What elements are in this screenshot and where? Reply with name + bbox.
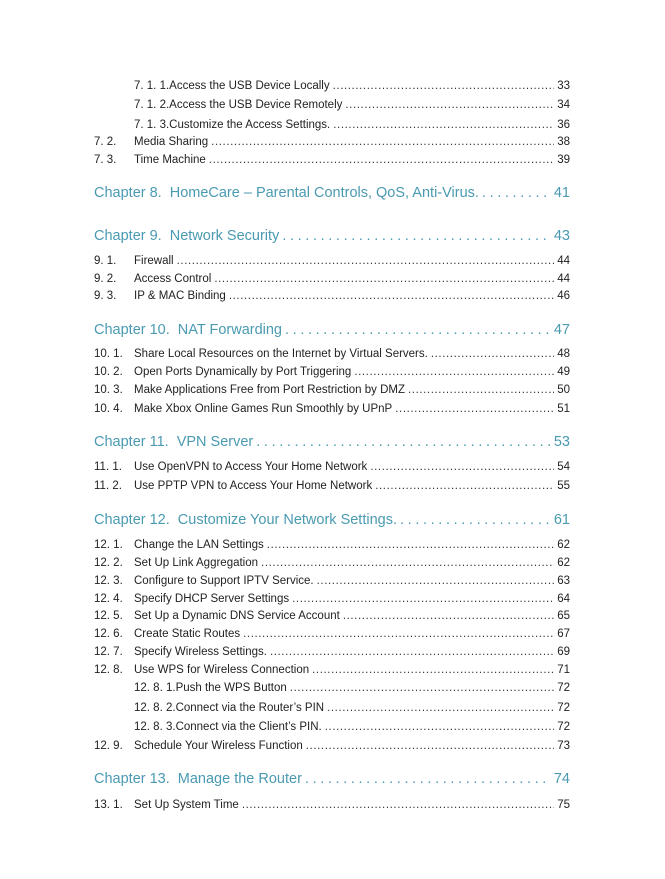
toc-entry-page-number: 63	[557, 575, 570, 587]
toc-subsection-entry[interactable]	[134, 702, 570, 720]
toc-entry-title: Access the USB Device Locally	[169, 80, 330, 92]
toc-section-entry[interactable]	[94, 366, 570, 384]
toc-entry-title: Push the WPS Button	[175, 682, 287, 694]
dot-leader	[482, 185, 551, 201]
toc-section-entry[interactable]	[94, 740, 570, 758]
toc-entry-title: Access Control	[134, 273, 212, 285]
toc-entry-title: Share Local Resources on the Internet by Virtual Servers.	[134, 348, 428, 360]
toc-entry-title: HomeCare – Parental Controls, QoS, Anti-Virus.	[169, 185, 479, 201]
toc-entry-number: Chapter 9.	[94, 228, 162, 244]
dot-leader	[333, 80, 555, 92]
toc-entry-page-number: 62	[557, 539, 570, 551]
toc-entry-page-number: 75	[557, 799, 570, 811]
toc-entry-page-number: 65	[557, 610, 570, 622]
toc-entry-page-number: 72	[557, 682, 570, 694]
toc-entry-number: 12. 1.	[94, 539, 123, 551]
dot-leader	[395, 403, 554, 415]
toc-section-entry[interactable]	[94, 480, 570, 498]
toc-section-entry[interactable]	[94, 799, 570, 817]
toc-entry-number: 12. 2.	[94, 557, 123, 569]
toc-entry-page-number: 49	[557, 366, 570, 378]
toc-entry-title: Open Ports Dynamically by Port Triggering	[134, 366, 352, 378]
toc-entry-number: Chapter 8.	[94, 185, 162, 201]
toc-section-entry[interactable]	[94, 664, 570, 682]
dot-leader	[327, 702, 554, 714]
toc-entry-page-number: 73	[557, 740, 570, 752]
toc-entry-number: 7. 2.	[94, 136, 117, 148]
toc-subsection-entry[interactable]	[134, 119, 570, 137]
dot-leader	[211, 136, 554, 148]
toc-entry-number: 7. 3.	[94, 154, 117, 166]
toc-section-entry[interactable]	[94, 557, 570, 575]
toc-entry-page-number: 36	[557, 119, 570, 131]
toc-entry-number: 10. 3.	[94, 384, 123, 396]
dot-leader	[282, 228, 551, 244]
toc-entry-title: Set Up a Dynamic DNS Service Account	[134, 610, 340, 622]
toc-section-entry[interactable]	[94, 575, 570, 593]
toc-entry-page-number: 41	[553, 185, 570, 201]
dot-leader	[305, 771, 551, 787]
toc-entry-page-number: 34	[557, 99, 570, 111]
toc-entry-title: Specify Wireless Settings.	[134, 646, 267, 658]
toc-entry-number: 12. 7.	[94, 646, 123, 658]
toc-chapter-entry[interactable]	[94, 322, 570, 344]
toc-entry-number: Chapter 10.	[94, 322, 170, 338]
toc-entry-page-number: 51	[557, 403, 570, 415]
toc-entry-number: 12. 8. 3.	[134, 721, 176, 733]
dot-leader	[354, 366, 554, 378]
toc-entry-page-number: 74	[553, 771, 570, 787]
toc-entry-number: 9. 3.	[94, 290, 117, 302]
toc-section-entry[interactable]	[94, 539, 570, 557]
toc-subsection-entry[interactable]	[134, 80, 570, 98]
toc-entry-number: 13. 1.	[94, 799, 123, 811]
dot-leader	[177, 255, 555, 267]
dot-leader	[375, 480, 554, 492]
toc-entry-title: Use PPTP VPN to Access Your Home Network	[134, 480, 373, 492]
dot-leader	[325, 721, 554, 733]
toc-entry-page-number: 48	[557, 348, 570, 360]
toc-entry-page-number: 39	[557, 154, 570, 166]
toc-entry-number: 9. 1.	[94, 255, 117, 267]
toc-entry-title: Specify DHCP Server Settings	[134, 593, 290, 605]
toc-entry-page-number: 67	[557, 628, 570, 640]
toc-entry-number: 12. 3.	[94, 575, 123, 587]
toc-entry-page-number: 33	[557, 80, 570, 92]
toc-entry-number: 12. 5.	[94, 610, 123, 622]
toc-section-entry[interactable]	[94, 610, 570, 628]
dot-leader	[214, 273, 554, 285]
toc-entry-number: 10. 4.	[94, 403, 123, 415]
toc-section-entry[interactable]	[94, 136, 570, 154]
toc-entry-page-number: 44	[557, 273, 570, 285]
dot-leader	[312, 664, 554, 676]
toc-entry-number: 12. 8. 1.	[134, 682, 176, 694]
toc-entry-page-number: 64	[557, 593, 570, 605]
toc-section-entry[interactable]	[94, 593, 570, 611]
toc-section-entry[interactable]	[94, 403, 570, 421]
toc-section-entry[interactable]	[94, 290, 570, 308]
toc-entry-page-number: 69	[557, 646, 570, 658]
toc-chapter-entry[interactable]	[94, 185, 570, 207]
toc-entry-title: Configure to Support IPTV Service.	[134, 575, 314, 587]
toc-entry-number: 10. 2.	[94, 366, 123, 378]
toc-entry-title: Customize the Access Settings.	[169, 119, 331, 131]
toc-entry-number: 11. 1.	[94, 461, 122, 473]
toc-subsection-entry[interactable]	[134, 99, 570, 117]
toc-entry-page-number: 55	[557, 480, 570, 492]
dot-leader	[431, 348, 554, 360]
toc-entry-number: 10. 1.	[94, 348, 123, 360]
dot-leader	[261, 557, 554, 569]
dot-leader	[242, 799, 554, 811]
dot-leader	[256, 434, 551, 450]
toc-entry-page-number: 50	[557, 384, 570, 396]
toc-section-entry[interactable]	[94, 154, 570, 172]
toc-entry-title: Time Machine	[134, 154, 206, 166]
toc-chapter-entry[interactable]	[94, 771, 570, 793]
toc-entry-number: 12. 9.	[94, 740, 123, 752]
toc-entry-title: Set Up Link Aggregation	[134, 557, 259, 569]
toc-entry-title: Connect via the Router’s PIN	[175, 702, 325, 714]
toc-entry-number: Chapter 12.	[94, 512, 170, 528]
dot-leader	[267, 539, 554, 551]
toc-entry-title: VPN Server	[176, 434, 254, 450]
toc-entry-page-number: 54	[557, 461, 570, 473]
toc-entry-page-number: 38	[557, 136, 570, 148]
toc-entry-title: Change the LAN Settings	[134, 539, 264, 551]
toc-chapter-entry[interactable]	[94, 228, 570, 250]
toc-entry-page-number: 53	[553, 434, 570, 450]
dot-leader	[306, 740, 554, 752]
toc-entry-title: Make Applications Free from Port Restriction by DMZ	[134, 384, 405, 396]
toc-entry-title: Network Security	[169, 228, 280, 244]
toc-entry-page-number: 62	[557, 557, 570, 569]
toc-entry-page-number: 72	[557, 702, 570, 714]
toc-entry-title: Make Xbox Online Games Run Smoothly by UPnP	[134, 403, 393, 415]
dot-leader	[209, 154, 554, 166]
dot-leader	[343, 610, 554, 622]
dot-leader	[229, 290, 554, 302]
toc-entry-number: Chapter 13.	[94, 771, 170, 787]
toc-entry-title: NAT Forwarding	[177, 322, 282, 338]
toc-entry-number: 12. 6.	[94, 628, 123, 640]
toc-subsection-entry[interactable]	[134, 682, 570, 700]
dot-leader	[285, 322, 551, 338]
toc-section-entry[interactable]	[94, 348, 570, 366]
dot-leader	[400, 512, 551, 528]
toc-entry-page-number: 71	[557, 664, 570, 676]
toc-entry-title: Schedule Your Wireless Function	[134, 740, 303, 752]
dot-leader	[317, 575, 555, 587]
toc-entry-page-number: 72	[557, 721, 570, 733]
toc-entry-number: Chapter 11.	[94, 434, 169, 450]
dot-leader	[290, 682, 554, 694]
toc-section-entry[interactable]	[94, 255, 570, 273]
dot-leader	[408, 384, 554, 396]
toc-entry-title: Use OpenVPN to Access Your Home Network	[134, 461, 368, 473]
toc-entry-number: 12. 8.	[94, 664, 123, 676]
dot-leader	[243, 628, 554, 640]
toc-section-entry[interactable]	[94, 646, 570, 664]
toc-entry-title: Media Sharing	[134, 136, 209, 148]
toc-entry-number: 12. 8. 2.	[134, 702, 176, 714]
toc-section-entry[interactable]	[94, 273, 570, 291]
toc-entry-title: Use WPS for Wireless Connection	[134, 664, 310, 676]
dot-leader	[370, 461, 554, 473]
toc-entry-page-number: 46	[557, 290, 570, 302]
toc-entry-title: Firewall	[134, 255, 174, 267]
toc-entry-title: Access the USB Device Remotely	[169, 99, 343, 111]
dot-leader	[292, 593, 554, 605]
toc-entry-number: 7. 1. 2.	[134, 99, 170, 111]
toc-entry-title: Create Static Routes	[134, 628, 241, 640]
toc-entry-number: 7. 1. 1.	[134, 80, 170, 92]
toc-entry-number: 11. 2.	[94, 480, 122, 492]
toc-entry-number: 12. 4.	[94, 593, 123, 605]
toc-entry-number: 9. 2.	[94, 273, 117, 285]
toc-entry-title: Connect via the Client’s PIN.	[175, 721, 322, 733]
toc-entry-number: 7. 1. 3.	[134, 119, 170, 131]
toc-section-entry[interactable]	[94, 461, 570, 479]
toc-section-entry[interactable]	[94, 384, 570, 402]
toc-chapter-entry[interactable]	[94, 434, 570, 456]
dot-leader	[345, 99, 554, 111]
toc-entry-title: IP & MAC Binding	[134, 290, 226, 302]
toc-entry-page-number: 47	[553, 322, 570, 338]
dot-leader	[270, 646, 554, 658]
toc-entry-page-number: 43	[553, 228, 570, 244]
dot-leader	[333, 119, 554, 131]
toc-entry-page-number: 61	[553, 512, 570, 528]
toc-entry-title: Manage the Router	[177, 771, 302, 787]
toc-entry-title: Set Up System Time	[134, 799, 239, 811]
toc-entry-title: Customize Your Network Settings.	[177, 512, 397, 528]
toc-entry-page-number: 44	[557, 255, 570, 267]
toc-subsection-entry[interactable]	[134, 721, 570, 739]
toc-section-entry[interactable]	[94, 628, 570, 646]
toc-chapter-entry[interactable]	[94, 512, 570, 534]
